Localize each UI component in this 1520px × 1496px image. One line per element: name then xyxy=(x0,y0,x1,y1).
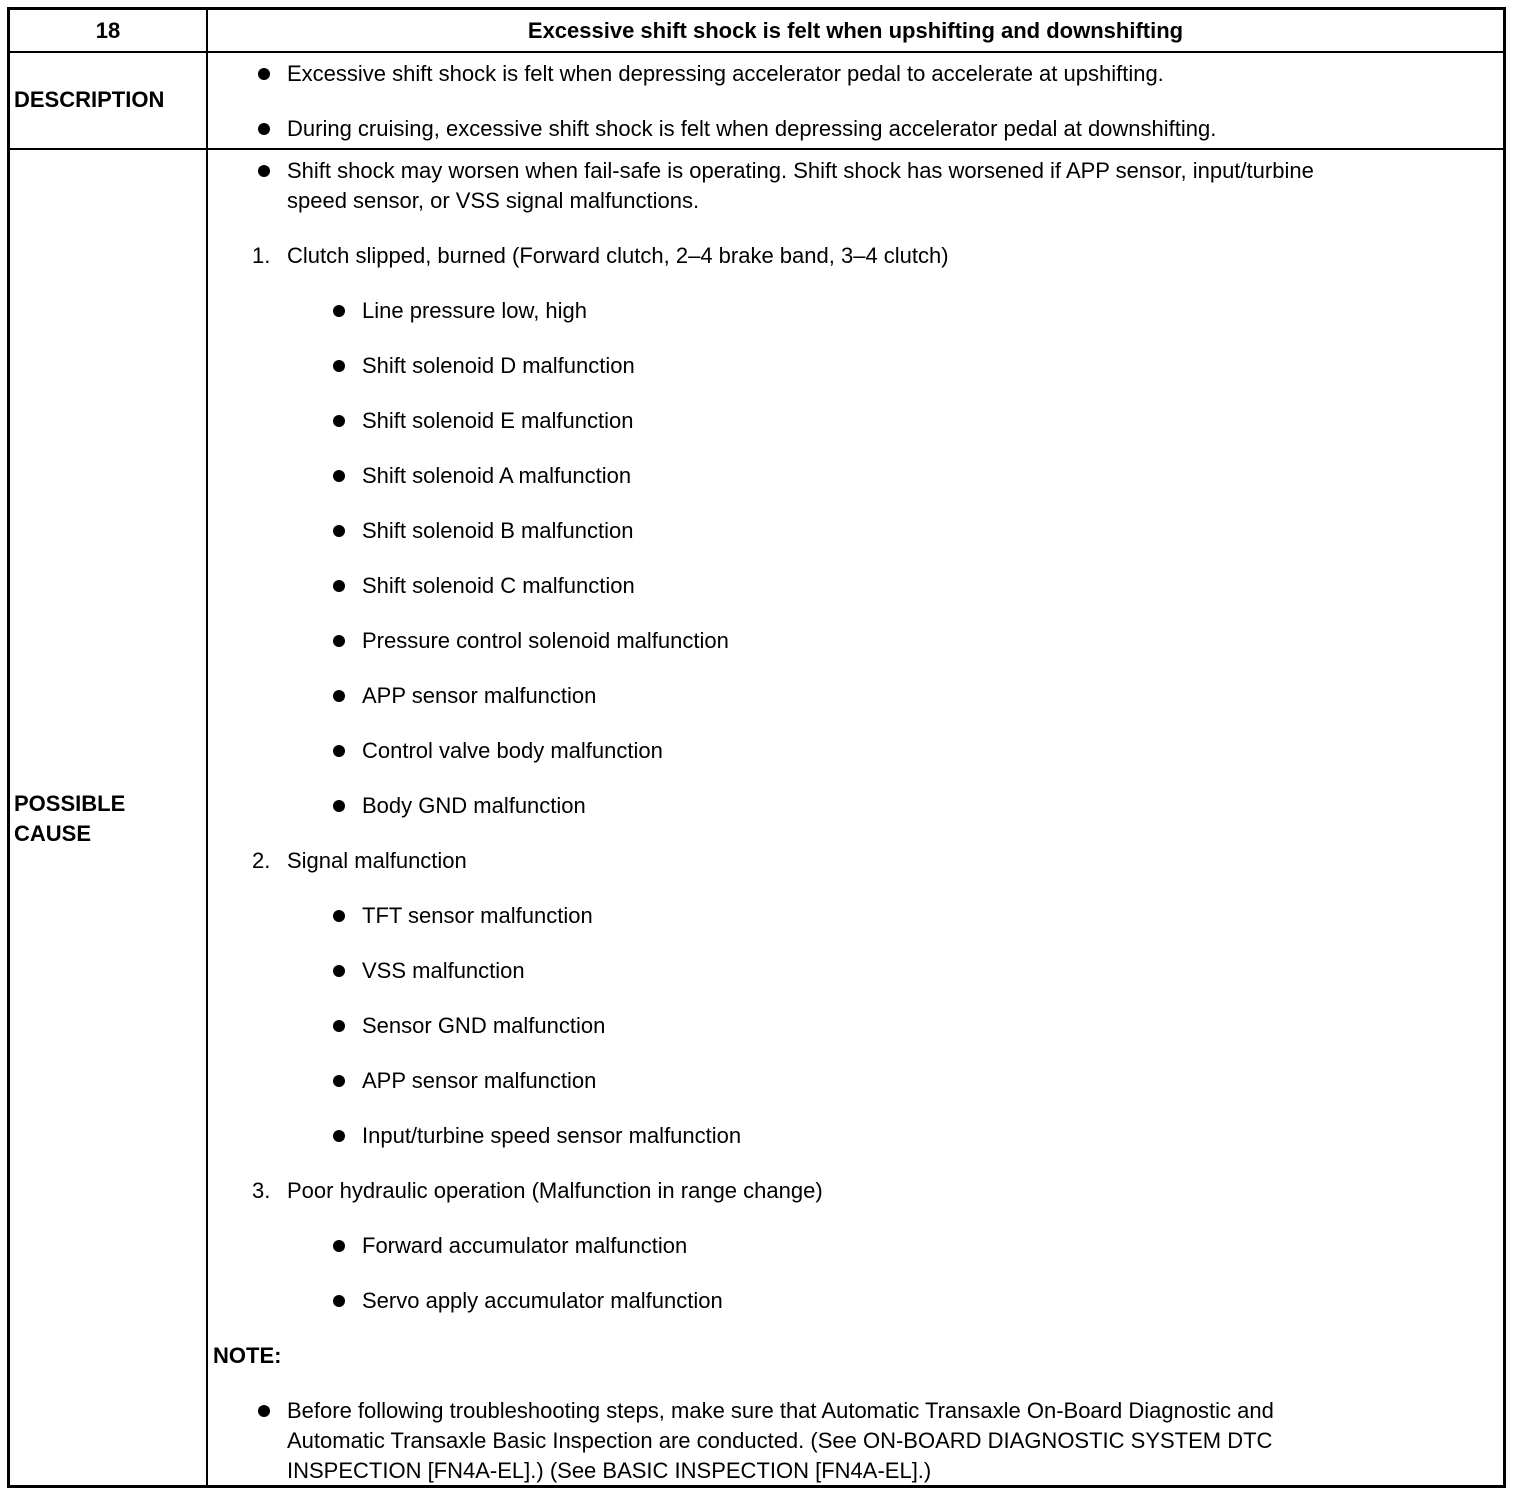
list-item: Input/turbine speed sensor malfunction xyxy=(362,1123,742,1148)
possible-cause-row xyxy=(10,149,1503,1485)
list-item: Servo apply accumulator malfunction xyxy=(362,1288,723,1313)
group-title: Signal malfunction xyxy=(287,848,467,873)
bullet-icon xyxy=(333,360,345,372)
group-title: Poor hydraulic operation (Malfunction in range change) xyxy=(287,1178,823,1203)
list-item: TFT sensor malfunction xyxy=(362,903,593,928)
troubleshooting-table xyxy=(7,7,1506,1488)
description-item: Excessive shift shock is felt when depressing accelerator pedal to accelerate at upshifting. xyxy=(287,61,1164,86)
bullet-icon xyxy=(333,580,345,592)
description-label-cell xyxy=(10,51,208,148)
bullet-icon xyxy=(333,910,345,922)
bullet-icon xyxy=(333,305,345,317)
bullet-icon xyxy=(333,690,345,702)
list-item: Sensor GND malfunction xyxy=(362,1013,606,1038)
list-item: Body GND malfunction xyxy=(362,793,586,818)
bullet-icon xyxy=(258,1405,270,1417)
note-line: Automatic Transaxle Basic Inspection are conducted. (See ON-BOARD DIAGNOSTIC SYSTEM DTC xyxy=(287,1428,1273,1453)
group-number: 3. xyxy=(252,1178,271,1203)
intro-line: Shift shock may worsen when fail-safe is operating. Shift shock has worsened if APP sensor, input/turbine xyxy=(287,158,1314,183)
bullet-icon xyxy=(333,635,345,647)
intro-line: speed sensor, or VSS signal malfunctions. xyxy=(287,188,700,213)
possible-cause-label-line1: POSSIBLE xyxy=(14,791,126,816)
possible-cause-content xyxy=(208,149,1503,1485)
note-label: NOTE: xyxy=(213,1343,282,1368)
group-title: Clutch slipped, burned (Forward clutch, 2–4 brake band, 3–4 clutch) xyxy=(287,243,949,268)
list-item: Control valve body malfunction xyxy=(362,738,663,763)
description-row xyxy=(10,51,1503,150)
bullet-icon xyxy=(333,745,345,757)
description-label: DESCRIPTION xyxy=(14,87,165,112)
bullet-icon xyxy=(333,1240,345,1252)
bullet-icon xyxy=(333,965,345,977)
bullet-icon xyxy=(333,415,345,427)
list-item: Line pressure low, high xyxy=(362,298,588,323)
bullet-icon xyxy=(258,165,270,177)
list-item: Shift solenoid C malfunction xyxy=(362,573,635,598)
bullet-icon xyxy=(333,1020,345,1032)
table-header-row xyxy=(10,10,1503,53)
description-item: During cruising, excessive shift shock is felt when depressing accelerator pedal at downshifting. xyxy=(287,116,1217,141)
bullet-icon xyxy=(333,470,345,482)
bullet-icon xyxy=(333,525,345,537)
list-item: Shift solenoid A malfunction xyxy=(362,463,632,488)
item-number: 18 xyxy=(10,10,208,51)
bullet-icon xyxy=(333,1075,345,1087)
bullet-icon xyxy=(333,1295,345,1307)
list-item: Shift solenoid B malfunction xyxy=(362,518,634,543)
list-item: Pressure control solenoid malfunction xyxy=(362,628,729,653)
list-item: VSS malfunction xyxy=(362,958,525,983)
bullet-icon xyxy=(258,123,270,135)
list-item: Shift solenoid D malfunction xyxy=(362,353,635,378)
list-item: Shift solenoid E malfunction xyxy=(362,408,634,433)
group-number: 1. xyxy=(252,243,271,268)
group-number: 2. xyxy=(252,848,271,873)
item-title: Excessive shift shock is felt when upshifting and downshifting xyxy=(527,18,1184,43)
bullet-icon xyxy=(258,68,270,80)
note-line: Before following troubleshooting steps, make sure that Automatic Transaxle On-Board Diagnostic and xyxy=(287,1398,1274,1423)
list-item: APP sensor malfunction xyxy=(362,683,597,708)
bullet-icon xyxy=(333,1130,345,1142)
description-content xyxy=(208,51,1503,148)
possible-cause-label-cell xyxy=(10,149,208,1485)
bullet-icon xyxy=(333,800,345,812)
possible-cause-label-line2: CAUSE xyxy=(14,821,92,846)
note-line: INSPECTION [FN4A-EL].) (See BASIC INSPECTION [FN4A-EL].) xyxy=(287,1458,932,1483)
list-item: Forward accumulator malfunction xyxy=(362,1233,688,1258)
list-item: APP sensor malfunction xyxy=(362,1068,597,1093)
